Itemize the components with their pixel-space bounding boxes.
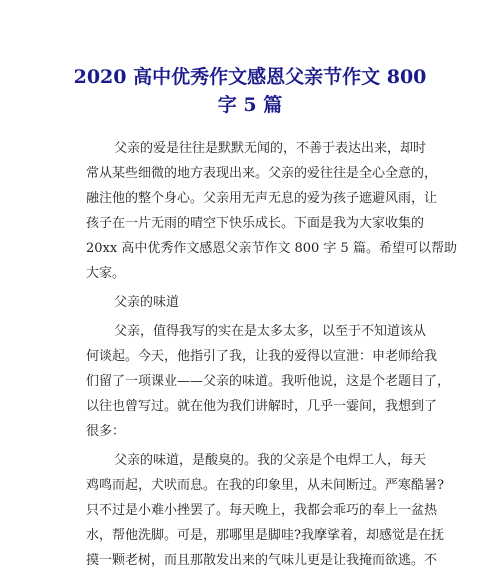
section-heading: 父亲的味道	[114, 295, 180, 310]
paragraph-line: 水，帮他洗脚。可是，那哪里是脚哇?我摩挲着，却感觉是在抚	[86, 528, 444, 543]
paragraph-line: 何谈起。今天，他指引了我，让我的爱得以宣泄：申老师给我	[86, 349, 438, 364]
document-title-line-2: 字 5 篇	[217, 94, 283, 116]
paragraph-line: 大家。	[86, 266, 126, 281]
paragraph-line: 只不过是小难小挫罢了。每天晚上，我都会乖巧的奉上一盆热	[86, 503, 438, 518]
paragraph-line: 以往也曾写过。就在他为我们讲解时，几乎一霎间，我想到了	[86, 399, 438, 414]
paragraph-line: 摸一颗老树，而且那散发出来的气味儿更是让我掩而欲逃。不	[86, 553, 438, 568]
document-title-line-1: 2020 高中优秀作文感恩父亲节作文 800	[73, 66, 427, 88]
paragraph-line: 父亲，值得我写的实在是太多太多，以至于不知道该从	[114, 324, 427, 339]
paragraph-line: 融注他的整个身心。父亲用无声无息的爱为孩子遮避风雨，让	[86, 191, 438, 206]
paragraph-line: 们留了一项课业——父亲的味道。我听他说，这是个老题目了，	[86, 374, 451, 389]
paragraph-line: 20xx 高中优秀作文感恩父亲节作文 800 字 5 篇。希望可以帮助	[86, 241, 457, 256]
paragraph-line: 孩子在一片无雨的晴空下快乐成长。下面是我为大家收集的	[86, 216, 425, 231]
paragraph-line: 鸡鸣而起，犬吠而息。在我的印象里，从未间断过。严寒酷暑?	[86, 478, 444, 493]
paragraph-line: 很多：	[86, 424, 126, 439]
paragraph-line: 父亲的味道，是酸臭的。我的父亲是个电焊工人，每天	[114, 453, 427, 468]
paragraph-line: 常从某些细微的地方表现出来。父亲的爱往往是全心全意的，	[86, 166, 438, 181]
paragraph-line: 父亲的爱是往往是默默无闻的，不善于表达出来，却时	[114, 141, 427, 156]
